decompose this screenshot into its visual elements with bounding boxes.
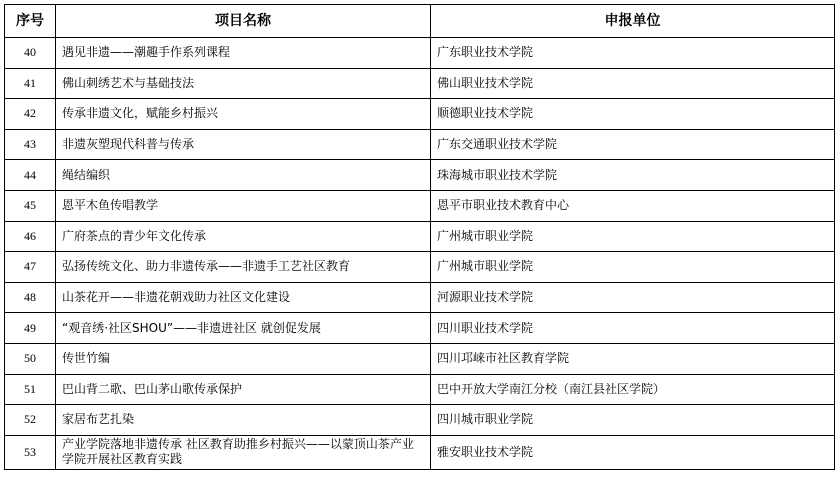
project-name: 绳结编织	[56, 160, 431, 191]
header-applicant-unit: 申报单位	[431, 5, 835, 38]
serial-number: 45	[5, 190, 56, 221]
table-row	[5, 129, 835, 160]
project-name: 恩平木鱼传唱教学	[56, 190, 431, 221]
applicant-unit: 四川职业技术学院	[431, 313, 835, 344]
project-name: 巴山背二歌、巴山茅山歌传承保护	[56, 374, 431, 405]
project-name: 佛山刺绣艺术与基础技法	[56, 68, 431, 99]
table-row	[5, 252, 835, 283]
applicant-unit: 广东交通职业技术学院	[431, 129, 835, 160]
project-name: 产业学院落地非遗传承 社区教育助推乡村振兴——以蒙顶山茶产业学院开展社区教育实践	[56, 435, 431, 469]
applicant-unit: 广州城市职业学院	[431, 221, 835, 252]
applicant-unit: 四川城市职业学院	[431, 405, 835, 436]
table-header-row	[5, 5, 835, 38]
serial-number: 51	[5, 374, 56, 405]
project-name: “观音绣·社区SHOU”——非遗进社区 就创促发展	[56, 313, 431, 344]
project-name: 传承非遗文化，赋能乡村振兴	[56, 99, 431, 130]
applicant-unit: 恩平市职业技术教育中心	[431, 190, 835, 221]
table-row	[5, 160, 835, 191]
project-name: 山茶花开——非遗花朝戏助力社区文化建设	[56, 282, 431, 313]
serial-number: 53	[5, 435, 56, 469]
table-row	[5, 374, 835, 405]
serial-number: 40	[5, 38, 56, 69]
applicant-unit: 佛山职业技术学院	[431, 68, 835, 99]
serial-number: 50	[5, 343, 56, 374]
serial-number: 47	[5, 252, 56, 283]
table-row	[5, 313, 835, 344]
applicant-unit: 广东职业技术学院	[431, 38, 835, 69]
table-row	[5, 99, 835, 130]
serial-number: 44	[5, 160, 56, 191]
applicant-unit: 广州城市职业学院	[431, 252, 835, 283]
table-row	[5, 435, 835, 469]
serial-number: 41	[5, 68, 56, 99]
project-name: 遇见非遗——潮趣手作系列课程	[56, 38, 431, 69]
header-serial-number: 序号	[5, 5, 56, 38]
table-row	[5, 190, 835, 221]
table-row	[5, 282, 835, 313]
applicant-unit: 雅安职业技术学院	[431, 435, 835, 469]
table-row	[5, 68, 835, 99]
project-name: 弘扬传统文化、助力非遗传承——非遗手工艺社区教育	[56, 252, 431, 283]
project-table	[4, 4, 835, 470]
serial-number: 49	[5, 313, 56, 344]
serial-number: 42	[5, 99, 56, 130]
project-name: 传世竹编	[56, 343, 431, 374]
table-row	[5, 221, 835, 252]
serial-number: 48	[5, 282, 56, 313]
serial-number: 43	[5, 129, 56, 160]
applicant-unit: 珠海城市职业技术学院	[431, 160, 835, 191]
table-row	[5, 405, 835, 436]
project-name: 非遗灰塑现代科普与传承	[56, 129, 431, 160]
applicant-unit: 四川邛崃市社区教育学院	[431, 343, 835, 374]
header-project-name: 项目名称	[56, 5, 431, 38]
table-row	[5, 343, 835, 374]
serial-number: 52	[5, 405, 56, 436]
applicant-unit: 河源职业技术学院	[431, 282, 835, 313]
applicant-unit: 巴中开放大学南江分校（南江县社区学院）	[431, 374, 835, 405]
project-name: 广府茶点的青少年文化传承	[56, 221, 431, 252]
table-row	[5, 38, 835, 69]
project-name: 家居布艺扎染	[56, 405, 431, 436]
applicant-unit: 顺德职业技术学院	[431, 99, 835, 130]
serial-number: 46	[5, 221, 56, 252]
